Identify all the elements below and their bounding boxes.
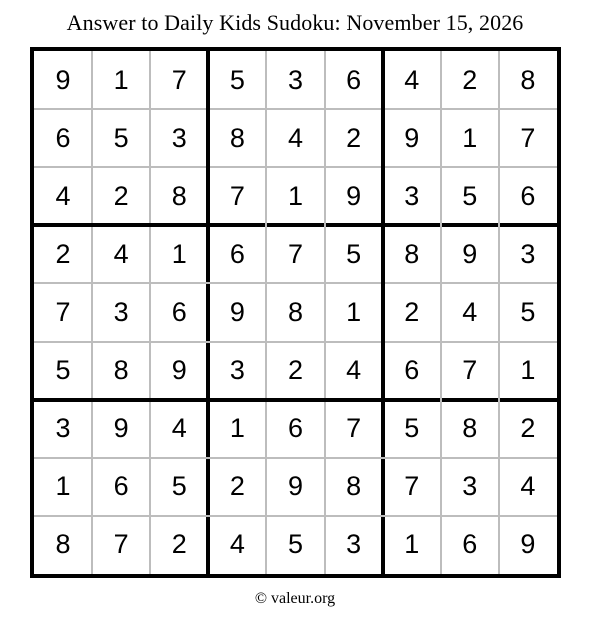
sudoku-board	[30, 47, 561, 578]
sudoku-cell: 4	[346, 355, 362, 386]
sudoku-cell: 5	[404, 413, 420, 444]
sudoku-cell: 6	[113, 471, 129, 502]
sudoku-cell: 5	[462, 180, 478, 211]
sudoku-cell: 5	[55, 355, 71, 386]
sudoku-cell: 4	[55, 180, 71, 211]
sudoku-cell: 8	[404, 238, 420, 269]
sudoku-cell: 3	[462, 471, 478, 502]
sudoku-cell: 1	[462, 122, 478, 153]
sudoku-cell: 3	[171, 122, 187, 153]
sudoku-cell: 9	[520, 529, 536, 560]
sudoku-cell: 9	[404, 122, 420, 153]
sudoku-cell: 6	[404, 355, 420, 386]
sudoku-cell: 7	[462, 355, 478, 386]
sudoku-cell: 7	[171, 64, 187, 95]
sudoku-cell: 5	[113, 122, 129, 153]
sudoku-cell: 9	[171, 355, 187, 386]
sudoku-cell: 9	[113, 413, 129, 444]
sudoku-cell: 6	[55, 122, 71, 153]
sudoku-cell: 6	[287, 413, 303, 444]
sudoku-cell: 5	[171, 471, 187, 502]
sudoku-cell: 2	[171, 529, 187, 560]
sudoku-cell: 9	[287, 471, 303, 502]
sudoku-cell: 6	[346, 64, 362, 95]
sudoku-cell: 9	[229, 296, 245, 327]
sudoku-cell: 7	[229, 180, 245, 211]
sudoku-cell: 7	[287, 238, 303, 269]
sudoku-cell: 1	[171, 238, 187, 269]
sudoku-cell: 2	[346, 122, 362, 153]
sudoku-cell: 5	[287, 529, 303, 560]
sudoku-cell: 8	[462, 413, 478, 444]
sudoku-cell: 4	[171, 413, 187, 444]
sudoku-cell: 6	[520, 180, 536, 211]
sudoku-cell: 4	[287, 122, 303, 153]
sudoku-cell: 6	[462, 529, 478, 560]
sudoku-cell: 9	[346, 180, 362, 211]
sudoku-cell: 9	[55, 64, 71, 95]
sudoku-cell: 1	[404, 529, 420, 560]
sudoku-cell: 7	[55, 296, 71, 327]
sudoku-cell: 2	[404, 296, 420, 327]
sudoku-cell: 2	[287, 355, 303, 386]
sudoku-cell: 3	[55, 413, 71, 444]
sudoku-cell: 8	[346, 471, 362, 502]
sudoku-cell: 8	[171, 180, 187, 211]
sudoku-cell: 8	[229, 122, 245, 153]
sudoku-cell: 1	[229, 413, 245, 444]
sudoku-cell: 5	[520, 296, 536, 327]
site-credit: © valeur.org	[254, 590, 336, 607]
sudoku-cell: 3	[346, 529, 362, 560]
sudoku-cell: 1	[287, 180, 303, 211]
sudoku-cell: 1	[346, 296, 362, 327]
sudoku-cell: 9	[462, 238, 478, 269]
page-title: Answer to Daily Kids Sudoku: November 15, 2026	[66, 10, 524, 35]
sudoku-cell: 1	[520, 355, 536, 386]
sudoku-cell: 8	[113, 355, 129, 386]
sudoku-cell: 7	[520, 122, 536, 153]
sudoku-cell: 1	[113, 64, 129, 95]
sudoku-cell: 3	[229, 355, 245, 386]
sudoku-cell: 3	[287, 64, 303, 95]
sudoku-cell: 8	[55, 529, 71, 560]
sudoku-cell: 4	[462, 296, 478, 327]
sudoku-cell: 6	[229, 238, 245, 269]
sudoku-cell: 7	[346, 413, 362, 444]
sudoku-cell: 2	[462, 64, 478, 95]
sudoku-cell: 2	[55, 238, 71, 269]
sudoku-cell: 3	[113, 296, 129, 327]
sudoku-cell: 4	[229, 529, 245, 560]
sudoku-cell: 5	[346, 238, 362, 269]
sudoku-cell: 1	[55, 471, 71, 502]
sudoku-cell: 4	[404, 64, 420, 95]
sudoku-cell: 6	[171, 296, 187, 327]
sudoku-cell: 3	[404, 180, 420, 211]
sudoku-cell: 2	[113, 180, 129, 211]
sudoku-cell: 3	[520, 238, 536, 269]
sudoku-cell: 2	[229, 471, 245, 502]
sudoku-cell: 4	[113, 238, 129, 269]
sudoku-cell: 8	[287, 296, 303, 327]
sudoku-cell: 7	[113, 529, 129, 560]
sudoku-cell: 8	[520, 64, 536, 95]
sudoku-cell: 4	[520, 471, 536, 502]
sudoku-cell: 2	[520, 413, 536, 444]
sudoku-cell: 5	[229, 64, 245, 95]
sudoku-cell: 7	[404, 471, 420, 502]
